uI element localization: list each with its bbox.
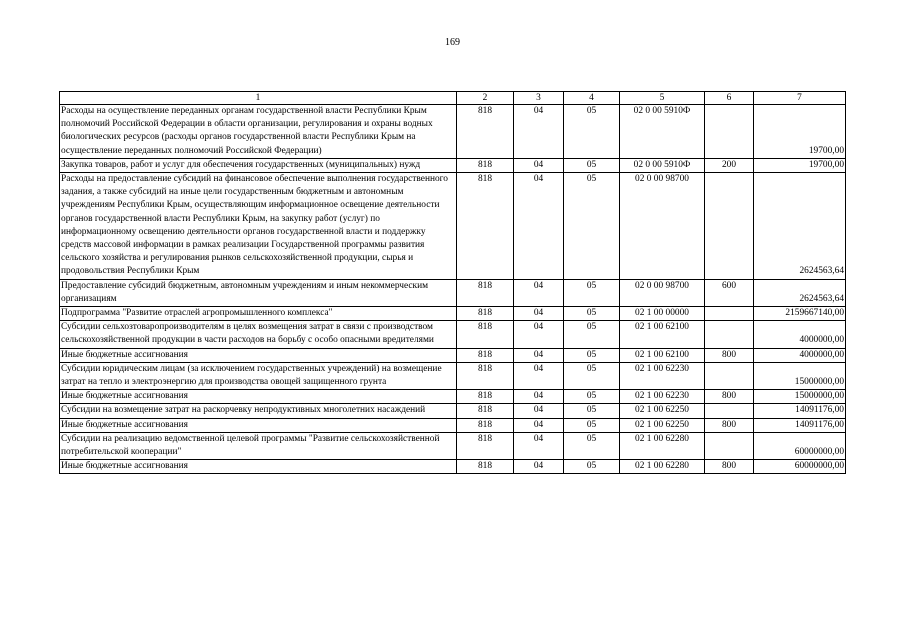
budget-table xyxy=(59,91,846,474)
row-description: Подпрограмма "Развитие отраслей агропромышленного комплекса" xyxy=(60,307,457,321)
table-row xyxy=(60,432,846,459)
table-row xyxy=(60,158,846,172)
section-code: 04 xyxy=(514,105,564,159)
section-code: 04 xyxy=(514,321,564,348)
target-article-code: 02 0 00 5910Ф xyxy=(620,158,705,172)
target-article-code: 02 1 00 62100 xyxy=(620,321,705,348)
column-header: 7 xyxy=(754,92,846,105)
target-article-code: 02 0 00 5910Ф xyxy=(620,105,705,159)
table-row xyxy=(60,105,846,159)
ministry-code: 818 xyxy=(457,432,514,459)
amount: 14091176,00 xyxy=(754,418,846,432)
amount: 4000000,00 xyxy=(754,321,846,348)
table-row xyxy=(60,390,846,404)
row-description: Иные бюджетные ассигнования xyxy=(60,390,457,404)
subsection-code: 05 xyxy=(564,158,620,172)
expense-type-code: 800 xyxy=(705,418,754,432)
amount: 2624563,64 xyxy=(754,173,846,280)
ministry-code: 818 xyxy=(457,460,514,474)
table-row xyxy=(60,173,846,280)
subsection-code: 05 xyxy=(564,460,620,474)
subsection-code: 05 xyxy=(564,321,620,348)
target-article-code: 02 1 00 62280 xyxy=(620,460,705,474)
target-article-code: 02 1 00 62100 xyxy=(620,348,705,362)
row-description: Расходы на предоставление субсидий на финансовое обеспечение выполнения государственного задания, а также субсидий на иные цели государственным бюджетным и автономным учреждениям Республики Крым, осуществляющим информационное освещение деятельности органов государственной власти Республики Крым, на закупку работ (услуг) по информационному освещению деятельности органов государственной власти и поддержку средств массовой информации в рамках реализации Государственной программы развития сельского хозяйства и регулирования рынков сельскохозяйственной продукции, сырья и продовольствия Республики Крым xyxy=(60,173,457,280)
target-article-code: 02 1 00 62250 xyxy=(620,404,705,418)
table-row xyxy=(60,321,846,348)
section-code: 04 xyxy=(514,460,564,474)
table-row xyxy=(60,418,846,432)
amount: 15000000,00 xyxy=(754,362,846,389)
column-header: 6 xyxy=(705,92,754,105)
column-header: 3 xyxy=(514,92,564,105)
row-description: Предоставление субсидий бюджетным, автономным учреждениям и иным некоммерческим организациям xyxy=(60,279,457,306)
subsection-code: 05 xyxy=(564,418,620,432)
amount: 15000000,00 xyxy=(754,390,846,404)
section-code: 04 xyxy=(514,348,564,362)
section-code: 04 xyxy=(514,158,564,172)
row-description: Субсидии юридическим лицам (за исключением государственных учреждений) на возмещение затрат на тепло и электроэнергию для производства овощей защищенного грунта xyxy=(60,362,457,389)
target-article-code: 02 1 00 62250 xyxy=(620,418,705,432)
ministry-code: 818 xyxy=(457,158,514,172)
expense-type-code: 200 xyxy=(705,158,754,172)
target-article-code: 02 0 00 98700 xyxy=(620,173,705,280)
table-header-row xyxy=(60,92,846,105)
table-row xyxy=(60,460,846,474)
expense-type-code xyxy=(705,362,754,389)
expense-type-code xyxy=(705,404,754,418)
ministry-code: 818 xyxy=(457,348,514,362)
subsection-code: 05 xyxy=(564,362,620,389)
section-code: 04 xyxy=(514,307,564,321)
row-description: Закупка товаров, работ и услуг для обеспечения государственных (муниципальных) нужд xyxy=(60,158,457,172)
amount: 19700,00 xyxy=(754,158,846,172)
ministry-code: 818 xyxy=(457,307,514,321)
target-article-code: 02 1 00 62280 xyxy=(620,432,705,459)
amount: 2624563,64 xyxy=(754,279,846,306)
ministry-code: 818 xyxy=(457,321,514,348)
column-header: 4 xyxy=(564,92,620,105)
column-header: 1 xyxy=(60,92,457,105)
row-description: Иные бюджетные ассигнования xyxy=(60,418,457,432)
subsection-code: 05 xyxy=(564,173,620,280)
row-description: Иные бюджетные ассигнования xyxy=(60,460,457,474)
table-row xyxy=(60,348,846,362)
section-code: 04 xyxy=(514,173,564,280)
subsection-code: 05 xyxy=(564,307,620,321)
expense-type-code: 800 xyxy=(705,390,754,404)
subsection-code: 05 xyxy=(564,279,620,306)
expense-type-code xyxy=(705,173,754,280)
amount: 60000000,00 xyxy=(754,460,846,474)
column-header: 5 xyxy=(620,92,705,105)
column-header: 2 xyxy=(457,92,514,105)
ministry-code: 818 xyxy=(457,362,514,389)
page-number: 169 xyxy=(445,37,460,48)
section-code: 04 xyxy=(514,362,564,389)
row-description: Иные бюджетные ассигнования xyxy=(60,348,457,362)
row-description: Субсидии на возмещение затрат на раскорчевку непродуктивных многолетних насаждений xyxy=(60,404,457,418)
row-description: Субсидии сельхозтоваропроизводителям в целях возмещения затрат в связи с производством сельскохозяйственной продукции в части расходов на борьбу с особо опасными вредителями xyxy=(60,321,457,348)
row-description: Субсидии на реализацию ведомственной целевой программы "Развитие сельскохозяйственной потребительской кооперации" xyxy=(60,432,457,459)
ministry-code: 818 xyxy=(457,390,514,404)
section-code: 04 xyxy=(514,279,564,306)
expense-type-code xyxy=(705,432,754,459)
table-row xyxy=(60,404,846,418)
expense-type-code xyxy=(705,307,754,321)
ministry-code: 818 xyxy=(457,404,514,418)
subsection-code: 05 xyxy=(564,432,620,459)
expense-type-code: 800 xyxy=(705,460,754,474)
amount: 4000000,00 xyxy=(754,348,846,362)
expense-type-code: 800 xyxy=(705,348,754,362)
table-row xyxy=(60,279,846,306)
amount: 19700,00 xyxy=(754,105,846,159)
expense-type-code: 600 xyxy=(705,279,754,306)
section-code: 04 xyxy=(514,404,564,418)
target-article-code: 02 1 00 00000 xyxy=(620,307,705,321)
expense-type-code xyxy=(705,321,754,348)
row-description: Расходы на осуществление переданных органам государственной власти Республики Крым полномочий Российской Федерации в области организации, регулирования и охраны водных биологических ресурсов (расходы органов государственной власти Республики Крым на осуществление переданных полномочий Российской Федерации) xyxy=(60,105,457,159)
table-row xyxy=(60,362,846,389)
amount: 14091176,00 xyxy=(754,404,846,418)
target-article-code: 02 0 00 98700 xyxy=(620,279,705,306)
target-article-code: 02 1 00 62230 xyxy=(620,390,705,404)
section-code: 04 xyxy=(514,390,564,404)
ministry-code: 818 xyxy=(457,418,514,432)
ministry-code: 818 xyxy=(457,105,514,159)
amount: 60000000,00 xyxy=(754,432,846,459)
section-code: 04 xyxy=(514,418,564,432)
amount: 2159667140,00 xyxy=(754,307,846,321)
ministry-code: 818 xyxy=(457,173,514,280)
subsection-code: 05 xyxy=(564,404,620,418)
target-article-code: 02 1 00 62230 xyxy=(620,362,705,389)
subsection-code: 05 xyxy=(564,390,620,404)
section-code: 04 xyxy=(514,432,564,459)
subsection-code: 05 xyxy=(564,105,620,159)
expense-type-code xyxy=(705,105,754,159)
table-row xyxy=(60,307,846,321)
subsection-code: 05 xyxy=(564,348,620,362)
ministry-code: 818 xyxy=(457,279,514,306)
